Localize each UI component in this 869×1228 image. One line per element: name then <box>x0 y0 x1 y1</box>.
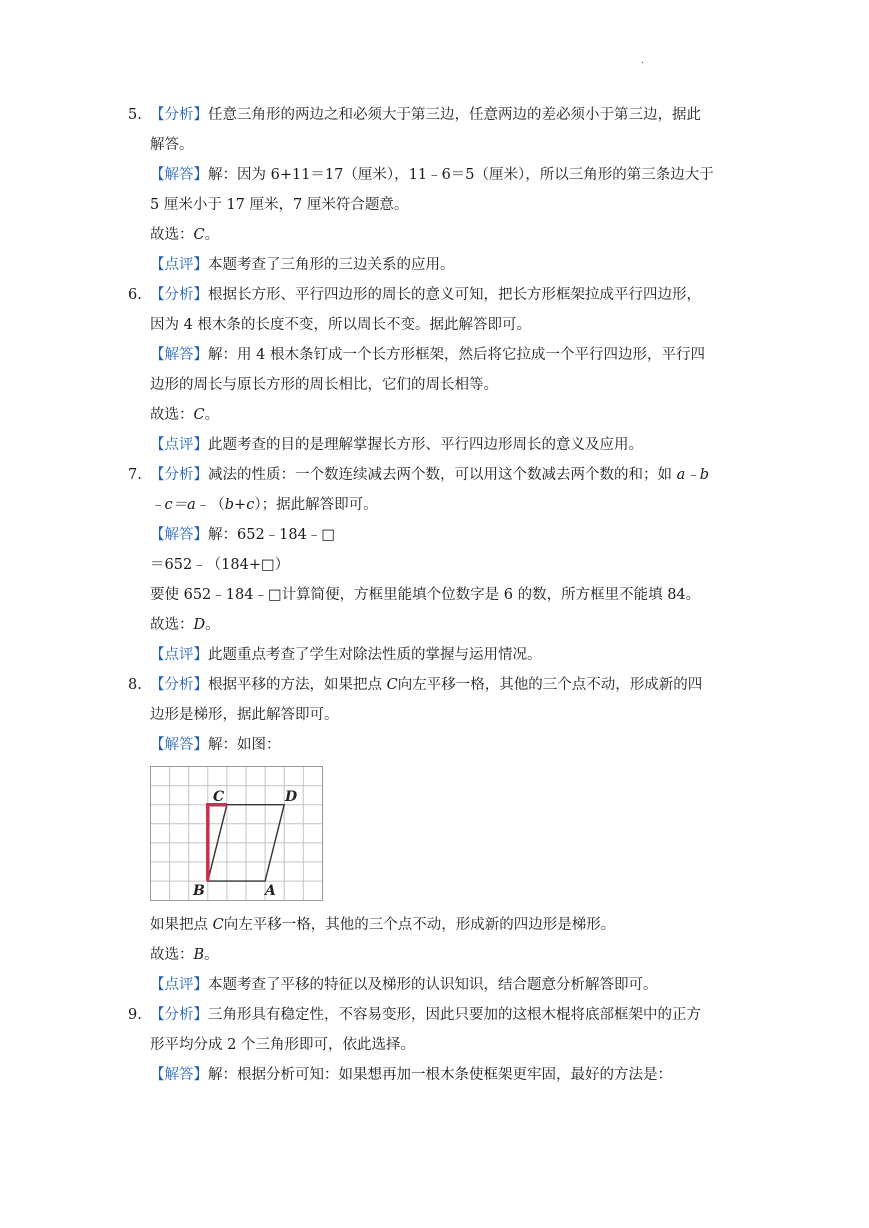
answer-text: 解：用 4 根木条钉成一个长方形框架，然后将它拉成一个平行四边形，平行四 <box>208 347 705 363</box>
review-text: 本题考查了平移的特征以及梯形的认识知识，结合题意分析解答即可。 <box>208 977 658 993</box>
question-number: 8. <box>128 677 142 693</box>
trapezoid-figure <box>150 766 748 908</box>
answer-text: 解：因为 6+11＝17（厘米），11﹣6＝5（厘米），所以三角形的第三条边大于 <box>208 167 714 183</box>
analysis-tag: 【分析】 <box>150 1007 208 1023</box>
review-text: 此题考查的目的是理解掌握长方形、平行四边形周长的意义及应用。 <box>208 437 643 453</box>
answer-tag: 【解答】 <box>150 527 208 543</box>
answer-tag: 【解答】 <box>150 167 208 183</box>
answer-tag: 【解答】 <box>150 347 208 363</box>
analysis-text: 根据长方形、平行四边形的周长的意义可知，把长方形框架拉成平行四边形， <box>208 287 701 303</box>
choice-letter: C <box>193 227 205 243</box>
analysis-text: 因为 4 根木条的长度不变，所以周长不变。据此解答即可。 <box>150 317 531 333</box>
choice-line: 故选：C。 <box>150 407 220 423</box>
analysis-tag: 【分析】 <box>150 467 208 483</box>
point-label-b: B <box>193 883 205 899</box>
question-6 <box>128 280 748 460</box>
point-label: C <box>386 677 398 693</box>
choice-line: 故选：D。 <box>150 617 220 633</box>
question-number: 7. <box>128 467 142 483</box>
review-tag: 【点评】 <box>150 437 208 453</box>
choice-letter: C <box>193 407 205 423</box>
point-label-a: A <box>265 883 276 899</box>
analysis-text: 任意三角形的两边之和必须大于第三边，任意两边的差必须小于第三边，据此 <box>208 107 701 123</box>
answer-tag: 【解答】 <box>150 737 208 753</box>
analysis-text: 形平均分成 2 个三角形即可，依此选择。 <box>150 1037 415 1053</box>
review-text: 本题考查了三角形的三边关系的应用。 <box>208 257 455 273</box>
review-tag: 【点评】 <box>150 977 208 993</box>
point-label-d: D <box>285 789 298 805</box>
analysis-text: 解答。 <box>150 137 194 153</box>
math-expression: b+c <box>224 497 255 513</box>
analysis-text: 减法的性质：一个数连续减去两个数，可以用这个数减去两个数的和；如 <box>208 467 677 483</box>
solutions-content <box>128 100 748 1090</box>
choice-line: 故选：C。 <box>150 227 220 243</box>
question-8: 8. 【分析】根据平移的方法，如果把点 C向左平移一格，其他的三个点不动，形成新的四 边形是梯形，据此解答即可。 【解答】解：如图： C D B A 如果把点 C向左平移一格，其他的三个点不动，形成新的四边形是梯形。 故选：B。 【点评】本题考查了平移的特征以及梯形的认识知识，结合题意分析解答即可。 <box>128 670 748 1000</box>
question-number: 5. <box>128 107 142 123</box>
math-expression: ﹣c＝a <box>150 497 196 513</box>
review-tag: 【点评】 <box>150 647 208 663</box>
question-7: 7. 【分析】减法的性质：一个数连续减去两个数，可以用这个数减去两个数的和；如 a﹣b ﹣c＝a﹣（b+c）；据此解答即可。 【解答】解：652﹣184﹣□ ＝652﹣（184+□） 要使 652﹣184﹣□计算简便，方框里能填个位数字是 6 的数，所方框里不能填 84。 故选：D。 【点评】此题重点考查了学生对除法性质的掌握与运用情况。 <box>128 460 748 670</box>
math-expression: a﹣b <box>676 467 710 483</box>
answer-text: 边形的周长与原长方形的周长相比，它们的周长相等。 <box>150 377 498 393</box>
header-dot: · <box>641 58 645 69</box>
answer-text: 解：根据分析可知：如果想再加一根木条使框架更牢固，最好的方法是： <box>208 1067 672 1083</box>
analysis-text: 边形是梯形，据此解答即可。 <box>150 707 339 723</box>
answer-text: 解：652﹣184﹣□ <box>208 527 336 543</box>
point-label: C <box>212 917 224 933</box>
choice-line: 故选：B。 <box>150 947 219 963</box>
review-tag: 【点评】 <box>150 257 208 273</box>
analysis-tag: 【分析】 <box>150 677 208 693</box>
answer-text: ＝652﹣（184+□） <box>150 557 290 573</box>
choice-letter: D <box>193 617 206 633</box>
choice-letter: B <box>193 947 205 963</box>
answer-text: 5 厘米小于 17 厘米，7 厘米符合题意。 <box>150 197 409 213</box>
analysis-tag: 【分析】 <box>150 107 208 123</box>
question-number: 9. <box>128 1007 142 1023</box>
question-5 <box>128 100 748 280</box>
answer-tag: 【解答】 <box>150 1067 208 1083</box>
question-number: 6. <box>128 287 142 303</box>
answer-text: 要使 652﹣184﹣□计算简便，方框里能填个位数字是 6 的数，所方框里不能填 84。 <box>150 587 701 603</box>
answer-text: 解：如图： <box>208 737 281 753</box>
analysis-text: 三角形具有稳定性，不容易变形，因此只要加的这根木棍将底部框架中的正方 <box>208 1007 701 1023</box>
question-9 <box>128 1000 748 1090</box>
analysis-tag: 【分析】 <box>150 287 208 303</box>
grid-diagram <box>150 766 326 904</box>
review-text: 此题重点考查了学生对除法性质的掌握与运用情况。 <box>208 647 542 663</box>
point-label-c: C <box>213 789 225 805</box>
